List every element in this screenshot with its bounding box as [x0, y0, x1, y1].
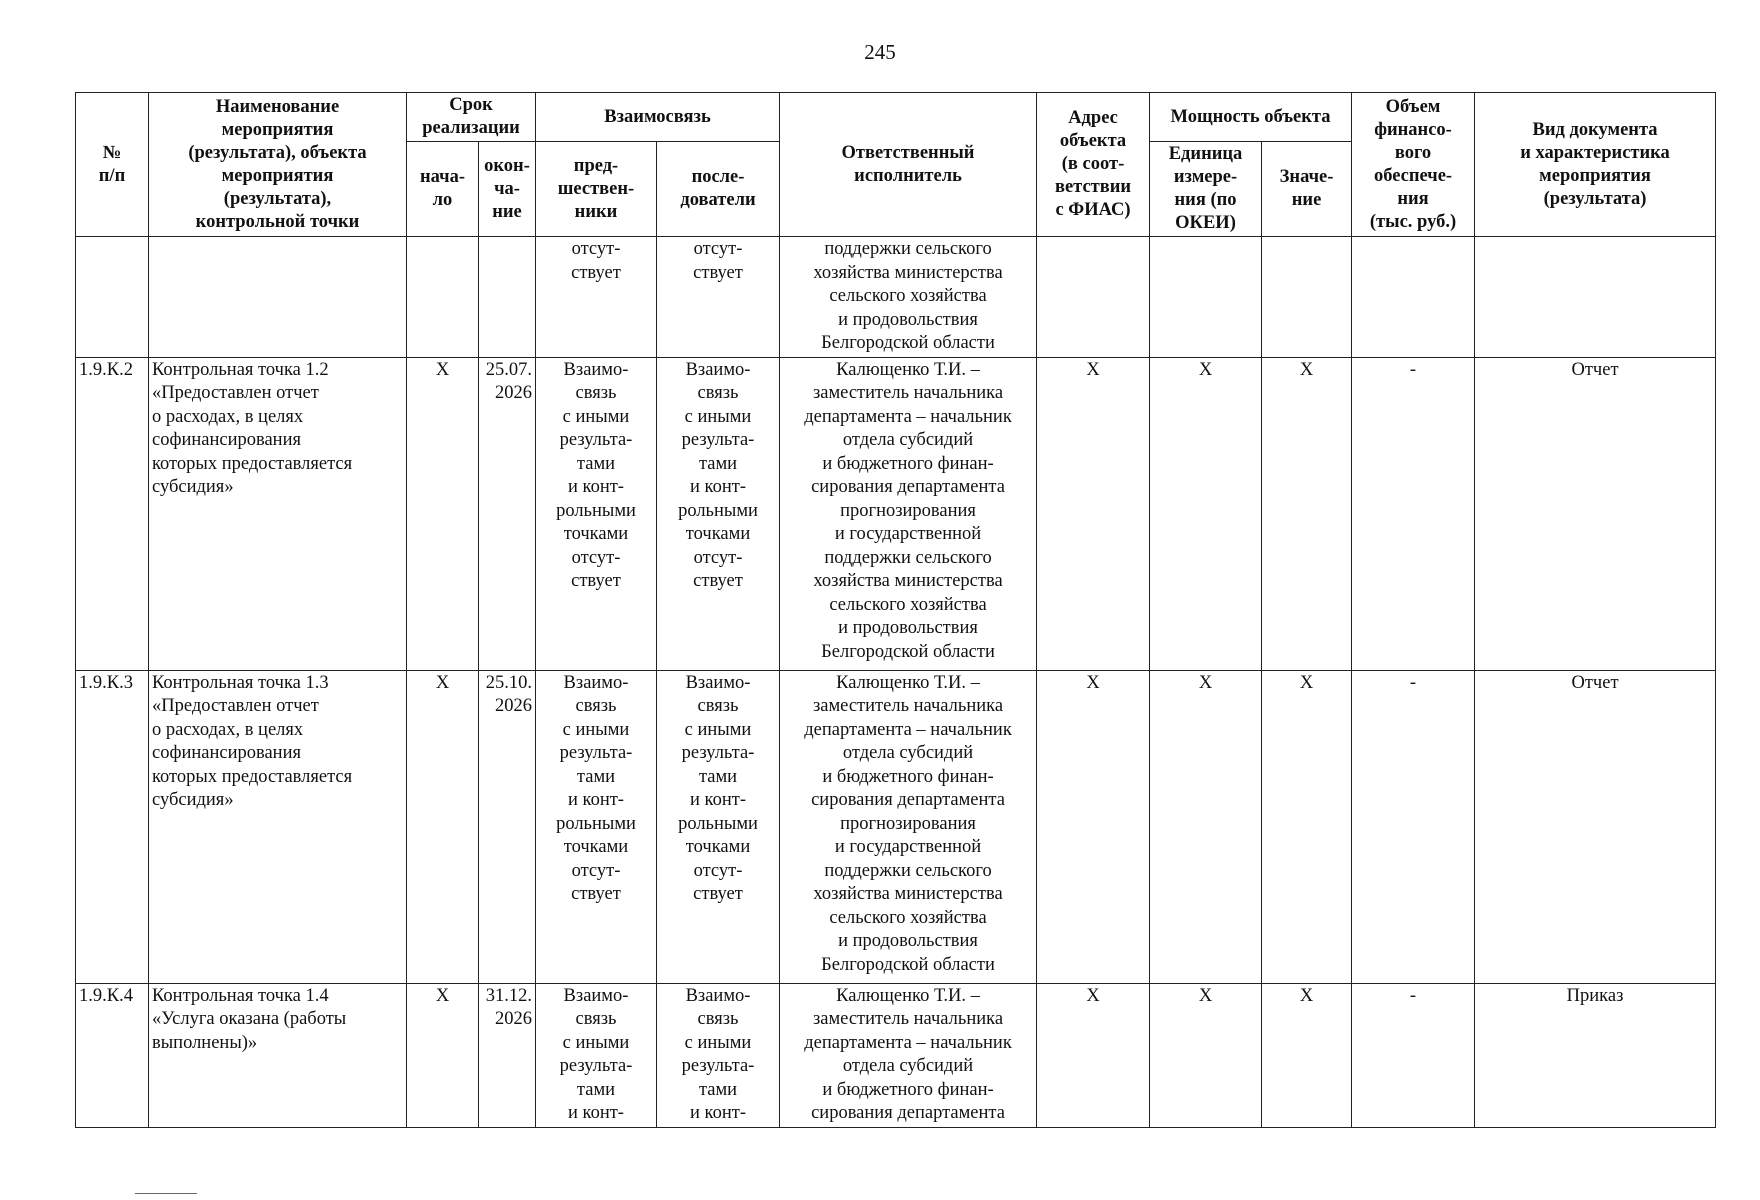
cell-successors: отсут- ствует [657, 237, 780, 358]
header-funding: Объем финансо- вого обеспече- ния (тыс. руб.) [1352, 93, 1475, 237]
cell-value: X [1262, 357, 1352, 670]
cell-funding: - [1352, 357, 1475, 670]
cell-address [1037, 237, 1150, 358]
cell-num [76, 237, 149, 358]
cell-name: Контрольная точка 1.4 «Услуга оказана (работы выполнены)» [149, 983, 407, 1127]
cell-responsible: Калющенко Т.И. – заместитель начальника департамента – начальник отдела субсидий и бюджетного финан- сирования департамента [780, 983, 1037, 1127]
cell-doc: Отчет [1475, 670, 1716, 983]
cell-end [479, 237, 536, 358]
cell-name [149, 237, 407, 358]
header-capacity: Мощность объекта [1150, 93, 1352, 142]
header-relation: Взаимосвязь [536, 93, 780, 142]
cell-successors: Взаимо- связь с иными результа- тами и конт- [657, 983, 780, 1127]
plan-table [75, 92, 1716, 1128]
cell-successors: Взаимо- связь с иными результа- тами и конт- рольными точками отсут- ствует [657, 670, 780, 983]
cell-end: 25.10. 2026 [479, 670, 536, 983]
cell-predecessors: Взаимо- связь с иными результа- тами и конт- рольными точками отсут- ствует [536, 670, 657, 983]
cell-address: X [1037, 357, 1150, 670]
table-row [76, 983, 1716, 1127]
cell-name: Контрольная точка 1.2 «Предоставлен отчет о расходах, в целях софинансирования которых предоставляется субсидия» [149, 357, 407, 670]
cell-responsible: Калющенко Т.И. – заместитель начальника департамента – начальник отдела субсидий и бюджетного финан- сирования департамента прогнозирования и государственной поддержки сельского хозяйства министерства сельского хозяйства и продовольствия Белгородской области [780, 670, 1037, 983]
cell-address: X [1037, 983, 1150, 1127]
header-term: Срок реализации [407, 93, 536, 142]
header-row-top [76, 93, 1716, 142]
header-value: Значе- ние [1262, 142, 1352, 237]
header-num: № п/п [76, 93, 149, 237]
footnote-separator [135, 1193, 197, 1194]
header-term-start: нача- ло [407, 142, 479, 237]
cell-unit: X [1150, 670, 1262, 983]
table-row [76, 237, 1716, 358]
header-successors: после- дователи [657, 142, 780, 237]
cell-doc: Отчет [1475, 357, 1716, 670]
header-address: Адрес объекта (в соот- ветствии с ФИАС) [1037, 93, 1150, 237]
header-responsible: Ответственный исполнитель [780, 93, 1037, 237]
page-number: 245 [864, 40, 896, 64]
header-name: Наименование мероприятия (результата), объекта мероприятия (результата), контрольной точки [149, 93, 407, 237]
cell-num: 1.9.К.4 [76, 983, 149, 1127]
cell-name: Контрольная точка 1.3 «Предоставлен отчет о расходах, в целях софинансирования которых предоставляется субсидия» [149, 670, 407, 983]
cell-start: X [407, 983, 479, 1127]
cell-responsible: поддержки сельского хозяйства министерства сельского хозяйства и продовольствия Белгородской области [780, 237, 1037, 358]
header-doc: Вид документа и характеристика мероприятия (результата) [1475, 93, 1716, 237]
header-unit: Единица измере- ния (по ОКЕИ) [1150, 142, 1262, 237]
cell-num: 1.9.К.3 [76, 670, 149, 983]
cell-unit [1150, 237, 1262, 358]
cell-predecessors: отсут- ствует [536, 237, 657, 358]
cell-start: X [407, 357, 479, 670]
cell-end: 31.12. 2026 [479, 983, 536, 1127]
cell-funding [1352, 237, 1475, 358]
cell-address: X [1037, 670, 1150, 983]
cell-start: X [407, 670, 479, 983]
header-term-end: окон- ча- ние [479, 142, 536, 237]
cell-value: X [1262, 983, 1352, 1127]
cell-responsible: Калющенко Т.И. – заместитель начальника департамента – начальник отдела субсидий и бюджетного финан- сирования департамента прогнозирования и государственной поддержки сельского хозяйства министерства сельского хозяйства и продовольствия Белгородской области [780, 357, 1037, 670]
cell-doc [1475, 237, 1716, 358]
table-row [76, 357, 1716, 670]
cell-funding: - [1352, 670, 1475, 983]
cell-num: 1.9.К.2 [76, 357, 149, 670]
header-predecessors: пред- шествен- ники [536, 142, 657, 237]
cell-unit: X [1150, 357, 1262, 670]
cell-value: X [1262, 670, 1352, 983]
cell-successors: Взаимо- связь с иными результа- тами и конт- рольными точками отсут- ствует [657, 357, 780, 670]
cell-unit: X [1150, 983, 1262, 1127]
cell-value [1262, 237, 1352, 358]
table-row [76, 670, 1716, 983]
cell-predecessors: Взаимо- связь с иными результа- тами и конт- рольными точками отсут- ствует [536, 357, 657, 670]
cell-end: 25.07. 2026 [479, 357, 536, 670]
cell-predecessors: Взаимо- связь с иными результа- тами и конт- [536, 983, 657, 1127]
cell-funding: - [1352, 983, 1475, 1127]
cell-doc: Приказ [1475, 983, 1716, 1127]
cell-start [407, 237, 479, 358]
